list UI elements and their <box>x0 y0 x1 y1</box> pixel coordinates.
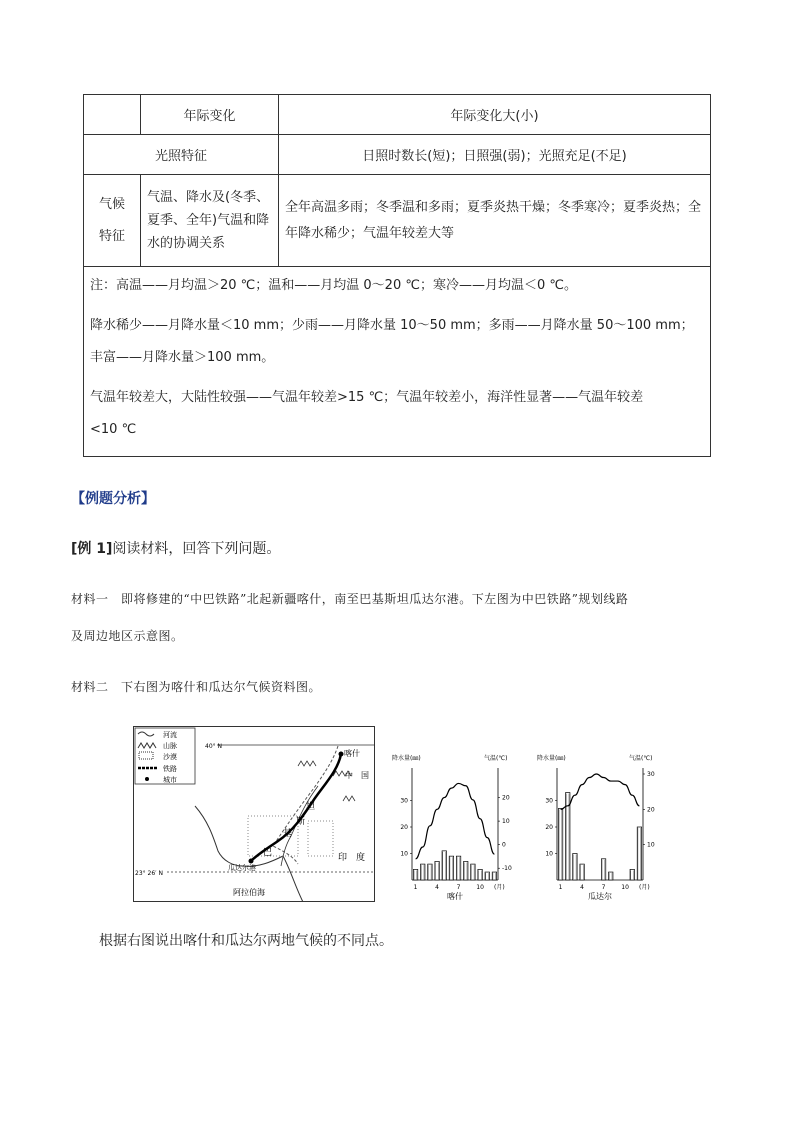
pakistan-label: 基 <box>283 829 293 839</box>
lat-40-label: 40° N <box>205 743 223 750</box>
x-tick-label: 10 <box>621 884 629 891</box>
question-line <box>71 538 280 558</box>
y-tick-label: 30 <box>545 797 553 805</box>
sea-label: 阿拉伯海 <box>233 888 265 897</box>
climate-label-line2: 特征 <box>98 228 125 244</box>
y-axis-label: 降水量(㎜) <box>537 755 566 762</box>
legend-label: 河流 <box>163 731 177 739</box>
y2-tick-label: -10 <box>502 865 512 873</box>
row-sublabel-climate: 气温、降水及(冬季、夏季、全年)气温和降水的协调关系 <box>141 175 279 267</box>
climate-feature-table <box>83 94 711 457</box>
y-tick-label: 20 <box>545 824 553 831</box>
x-tick-label: 4 <box>580 884 584 891</box>
note-line: 气温年较差大，大陆性较强——气温年较差>15 ℃；气温年较差小，海洋性显著——气温年较差 <box>90 390 644 405</box>
x-tick-label: 1 <box>558 884 563 891</box>
y2-tick-label: 10 <box>502 818 510 826</box>
y2-tick-label: 20 <box>502 794 510 802</box>
kashgar-city-icon <box>339 752 344 757</box>
x-tick-label: 7 <box>456 884 461 891</box>
y-tick-label: 30 <box>400 797 408 805</box>
note-line: 丰富——月降水量＞100 mm。 <box>90 350 275 365</box>
city-legend-icon <box>145 777 149 781</box>
note-line: 降水稀少——月降水量＜10 mm；少雨——月降水量 10～50 mm；多雨——月降水量 50～100 mm； <box>90 318 694 333</box>
question-tag: [例 1] <box>71 541 113 557</box>
legend-label: 城市 <box>163 776 177 784</box>
question-prompt: 根据右图说出喀什和瓜达尔两地气候的不同点。 <box>99 933 393 949</box>
chart-title: 喀什 <box>447 892 463 901</box>
gwadar-climate-chart <box>535 752 665 902</box>
pakistan-label: 斯 <box>296 817 306 827</box>
material1-line1: 材料一 即将修建的“中巴铁路”北起新疆喀什，南至巴基斯坦瓜达尔港。下左图为中巴铁路”规划线路 <box>71 592 629 606</box>
legend-label: 铁路 <box>163 765 177 773</box>
climate-label-line1: 气候 <box>98 196 125 212</box>
india-label: 印 度 <box>338 853 366 863</box>
x-axis-label: (月) <box>639 884 650 891</box>
y2-tick-label: 20 <box>647 806 655 814</box>
x-tick-label: 4 <box>435 884 439 891</box>
y-axis-label: 降水量(㎜) <box>392 755 421 762</box>
note-line: <10 ℃ <box>90 422 137 437</box>
y-tick-label: 20 <box>400 824 408 831</box>
kashgar-label: 喀什 <box>344 749 360 758</box>
y2-tick-label: 30 <box>647 771 655 778</box>
y2-axis-label: 气温(℃) <box>484 755 508 762</box>
y2-tick-label: 10 <box>647 841 655 849</box>
chart-title: 瓜达尔 <box>588 892 612 901</box>
question-text: 阅读材料，回答下列问题。 <box>112 541 281 557</box>
legend-label: 山脉 <box>163 742 177 750</box>
china-label: 中 国 <box>345 771 369 780</box>
row-label-climate <box>84 175 141 267</box>
y-tick-label: 10 <box>545 850 553 858</box>
legend-label: 沙漠 <box>163 753 177 761</box>
kashgar-climate-chart <box>390 752 520 902</box>
table-note <box>84 267 711 457</box>
gwadar-city-icon <box>249 859 254 864</box>
row-label-annual-change: 年际变化 <box>141 95 279 135</box>
x-axis-label: (月) <box>494 884 505 891</box>
section-heading: 【例题分析】 <box>71 491 155 507</box>
table-empty-cell <box>84 95 141 135</box>
y-tick-label: 10 <box>400 850 408 858</box>
tropic-label: 23° 26′ N <box>135 870 163 877</box>
y2-tick-label: 0 <box>502 841 506 849</box>
material1-line2: 及周边地区示意图。 <box>71 629 184 643</box>
port-label: 瓜达尔港 <box>228 864 256 872</box>
x-tick-label: 10 <box>476 884 484 891</box>
material2-line: 材料二 下右图为喀什和瓜达尔气候资料图。 <box>71 680 322 694</box>
x-tick-label: 7 <box>601 884 606 891</box>
row-label-sunlight: 光照特征 <box>84 135 279 175</box>
row-value-annual-change: 年际变化大(小) <box>279 95 711 135</box>
pakistan-label: 巴 <box>263 848 273 858</box>
railway-map <box>133 726 375 902</box>
temperature-line <box>561 774 640 809</box>
row-value-sunlight: 日照时数长(短)；日照强(弱)；光照充足(不足) <box>279 135 711 175</box>
note-line: 注：高温——月均温＞20 ℃；温和——月均温 0～20 ℃；寒冷——月均温＜0 ℃。 <box>90 278 577 293</box>
row-value-climate: 全年高温多雨；冬季温和多雨；夏季炎热干燥；冬季寒冷；夏季炎热；全年降水稀少；气温年较差大等 <box>279 175 711 267</box>
y2-axis-label: 气温(℃) <box>629 755 653 762</box>
desert-legend-icon <box>139 752 153 759</box>
pakistan-label: 坦 <box>306 802 316 812</box>
temperature-line <box>416 783 495 858</box>
x-tick-label: 1 <box>413 884 418 891</box>
